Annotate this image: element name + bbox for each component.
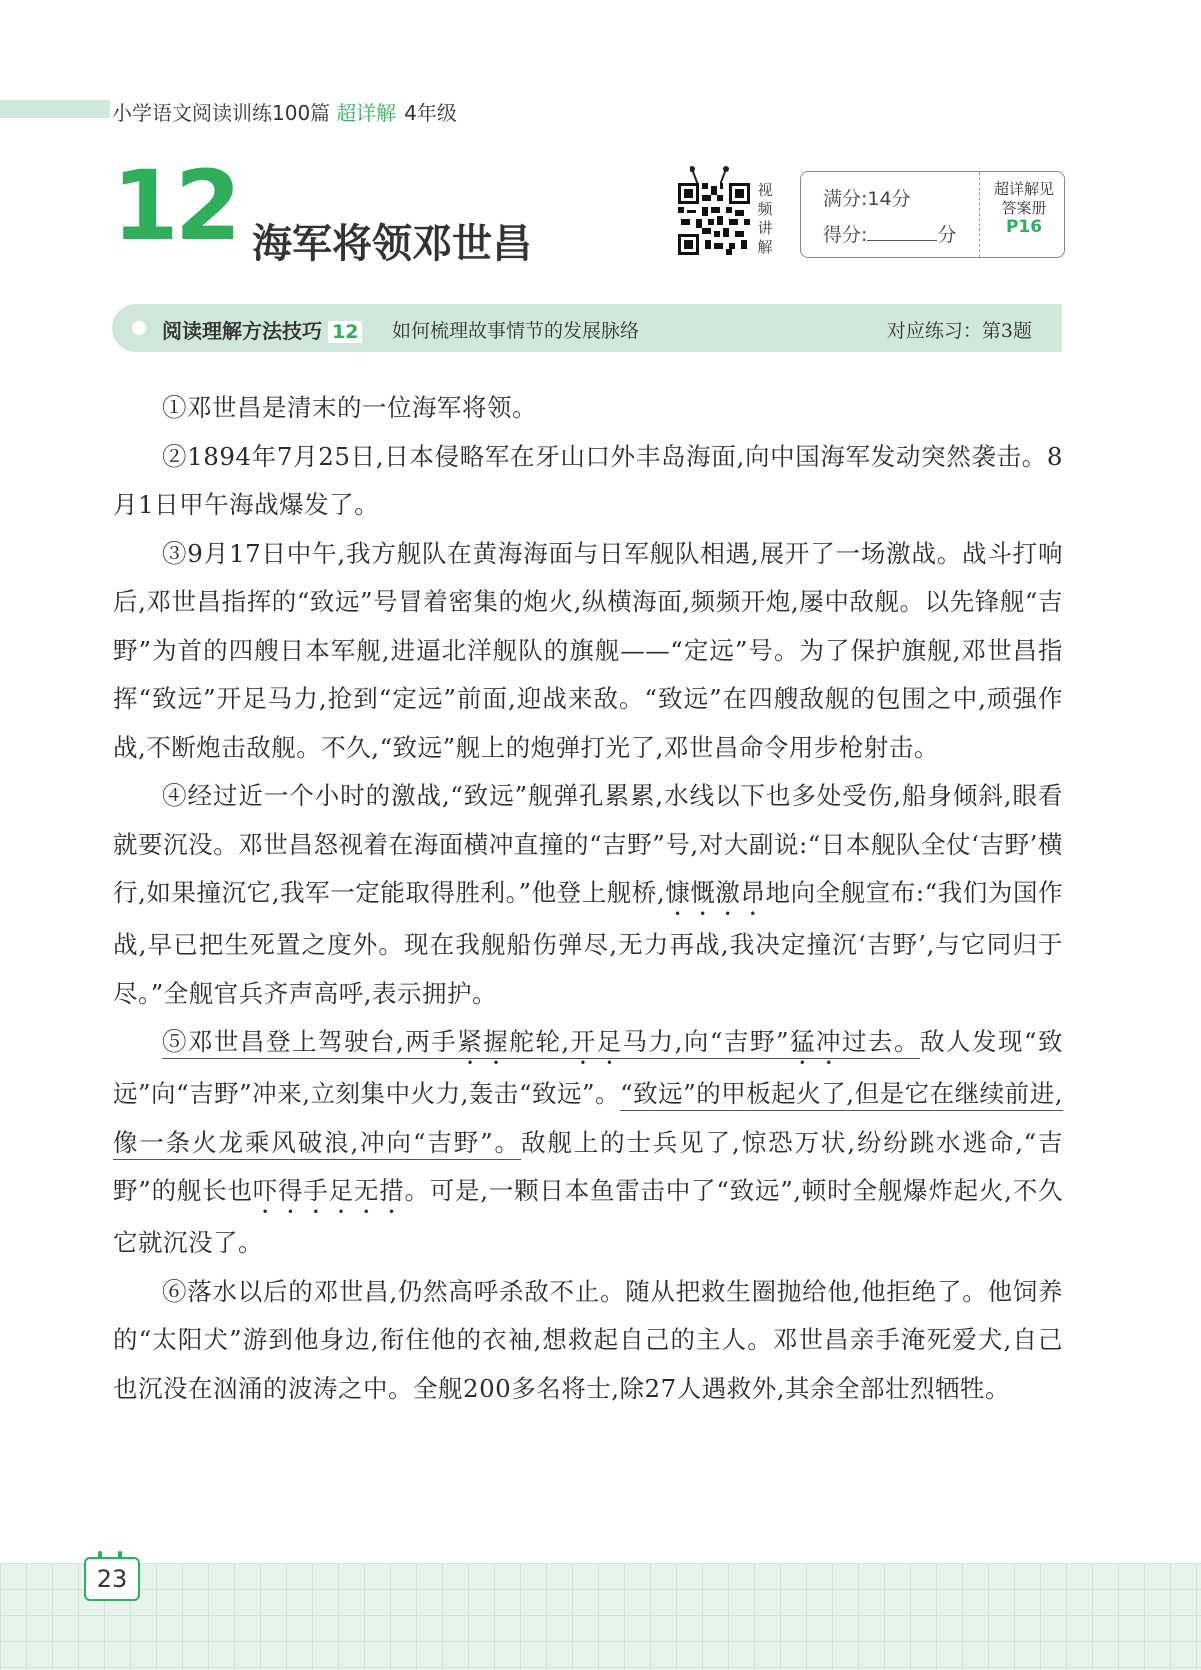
video-label-char: 视	[757, 181, 773, 199]
article-body	[113, 384, 1063, 1413]
score-box	[800, 171, 1065, 258]
header-accent-bar	[0, 100, 110, 118]
underlined-text: 过去。	[841, 1027, 920, 1056]
lesson-number: 12	[112, 150, 238, 262]
tip-description: 如何梳理故事情节的发展脉络	[392, 320, 640, 342]
score-field-label: 得分:	[823, 224, 868, 246]
answer-reference	[985, 180, 1063, 237]
tip-label	[162, 315, 362, 344]
emphasized-phrase: 吓得手足无措	[252, 1176, 405, 1205]
tip-exercise-ref: 对应练习：第3题	[886, 320, 1032, 342]
paragraph-4-text-b: 地向全舰宣布:“我们为国作战,早已把生死置之度外。现在我舰船伤弹尽,无力再战,我决定撞沉‘吉野’,与它同归于尽。”全舰官兵齐声高呼,表示拥护。	[113, 878, 1064, 1008]
video-label-char: 频	[757, 200, 773, 218]
video-explanation-label	[755, 181, 775, 257]
book-highlight: 超详解	[336, 101, 397, 125]
paragraph-5-text-mid: 敌人发现“致远”向“吉野”冲来,立刻集中火力,轰击“致远”。	[113, 1027, 1064, 1108]
page-number: 23	[84, 1557, 140, 1601]
paragraph-6: ⑥落水以后的邓世昌,仍然高呼杀敌不止。随从把救生圈抛给他,他拒绝了。他饲养的“太阳犬”游到他身边,衔住他的衣袖,想救起自己的主人。邓世昌亲手淹死爱犬,自己也沉没在汹涌的波涛之中。全舰200多名将士,除27人遇救外,其余全部壮烈牺牲。	[113, 1276, 1063, 1403]
score-divider	[979, 172, 980, 257]
paragraph-2: ②1894年7月25日,日本侵略军在牙山口外丰岛海面,向中国海军发动突然袭击。8月1日甲午海战爆发了。	[113, 441, 1063, 519]
score-unit: 分	[937, 224, 957, 246]
bullet-dot-icon	[132, 321, 146, 335]
tip-number: 12	[328, 321, 362, 343]
paragraph-5	[113, 1018, 1063, 1268]
underlined-sentence-2: “致远”的甲板起火了,但是它在继续前进,像一条火龙乘风破浪,冲向“吉野”。	[113, 1079, 1063, 1160]
qr-code-icon[interactable]	[678, 183, 750, 255]
score-blank[interactable]	[867, 222, 937, 241]
video-label-char: 讲	[757, 219, 773, 237]
emphasized-word: 猛冲	[788, 1027, 842, 1056]
underlined-text: ⑤邓世昌登上驾驶台,两手	[162, 1027, 458, 1056]
grade-label: 4年级	[404, 101, 457, 125]
emphasized-word: 紧握	[457, 1027, 510, 1056]
answer-ref-line2: 答案册	[1001, 199, 1047, 217]
lesson-title: 海军将领邓世昌	[252, 221, 532, 267]
paragraph-4-text-a: ④经过近一个小时的激战,“致远”舰弹孔累累,水线以下也多处受伤,船身倾斜,眼看就要沉没。邓世昌怒视着在海面横冲直撞的“吉野”号,对大副说:“日本舰队全仗‘吉野’横行,如果撞沉它,我军一定能取得胜利。”他登上舰桥,	[113, 781, 1063, 907]
tip-label-text: 阅读理解方法技巧	[162, 319, 322, 343]
paragraph-3: ③9月17日中午,我方舰队在黄海海面与日军舰队相遇,展开了一场激战。战斗打响后,邓世昌指挥的“致远”号冒着密集的炮火,纵横海面,频频开炮,屡中敌舰。以先锋舰“吉野”为首的四艘日本军舰,进逼北洋舰队的旗舰——“定远”号。为了保护旗舰,邓世昌指挥“致远”开足马力,抢到“定远”前面,迎战来敌。“致远”在四艘敌舰的包围之中,顽强作战,不断炮击敌舰。不久,“致远”舰上的炮弹打光了,邓世昌命令用步枪射击。	[113, 538, 1063, 762]
underlined-sentence-1	[162, 1027, 920, 1059]
full-score: 满分:14分	[823, 188, 911, 210]
book-title: 小学语文阅读训练100篇	[112, 101, 331, 125]
emphasized-phrase: 慷慨激昂	[665, 878, 766, 907]
paragraph-5-text-d: 。可是,一颗日本鱼雷击中了“致远”,顿时全舰爆炸起火,不久它就沉没了。	[113, 1176, 1063, 1257]
paragraph-5-text-c: 敌舰上的士兵见了,惊恐万状,纷纷跳水逃命,“吉野”的舰长也	[113, 1127, 1063, 1205]
running-header	[112, 97, 457, 126]
score-field	[823, 220, 956, 247]
answer-ref-page: P16	[1005, 217, 1043, 237]
underlined-text: 马力,向“吉野”	[622, 1027, 789, 1056]
paragraph-4	[113, 772, 1063, 1018]
answer-ref-line1: 超详解见	[993, 180, 1054, 198]
paragraph-1: ①邓世昌是清末的一位海军将领。	[162, 393, 537, 422]
underlined-text: 舵轮,	[509, 1027, 570, 1056]
emphasized-word: 开足	[569, 1027, 623, 1056]
video-label-char: 解	[757, 238, 773, 256]
footer-grid-band	[0, 1563, 1201, 1670]
method-tip-bar	[112, 304, 1062, 352]
